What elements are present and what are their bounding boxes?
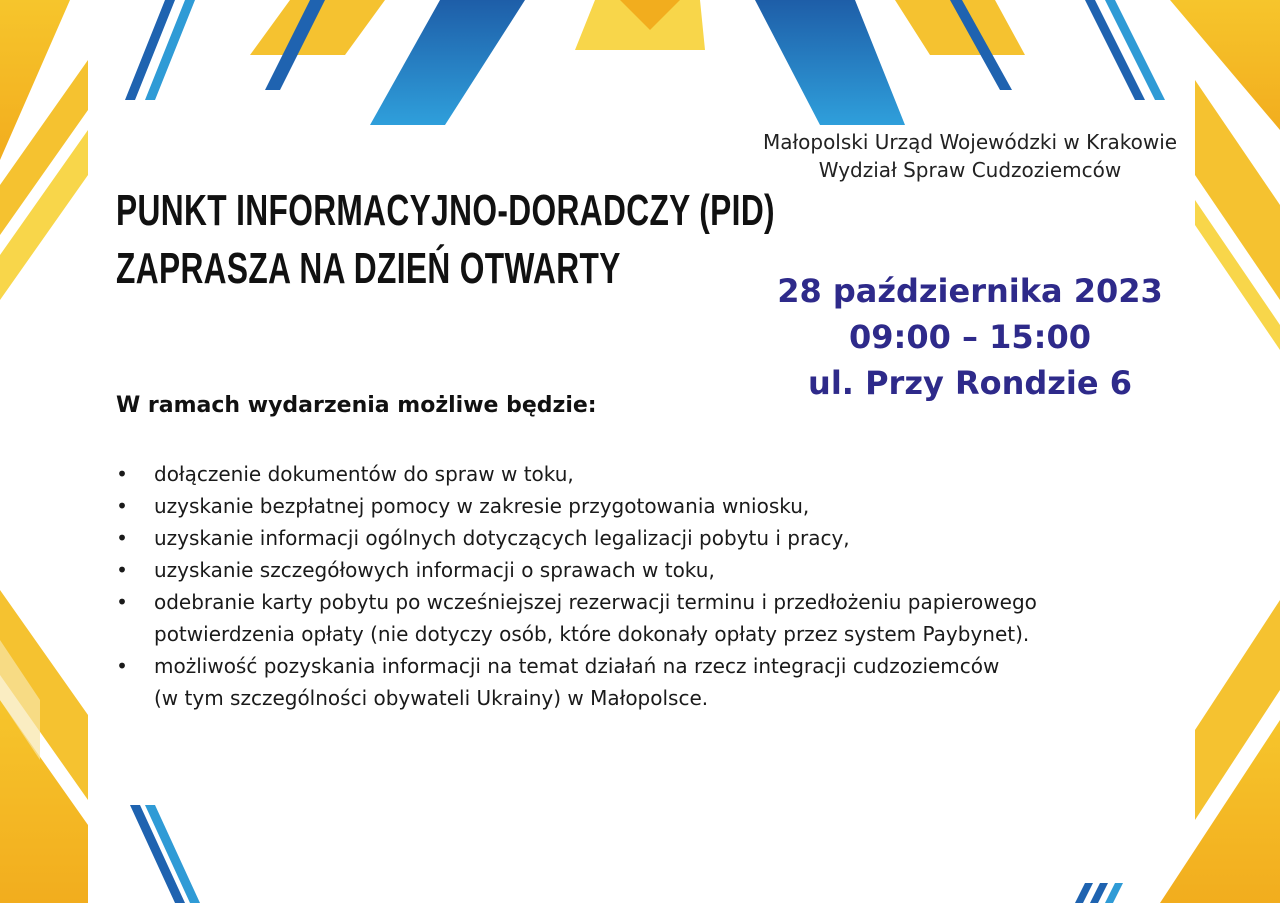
list-item-text: uzyskanie bezpłatnej pomocy w zakresie przygotowania wniosku,	[154, 494, 810, 518]
bullet-icon: •	[116, 590, 128, 614]
list-item	[116, 522, 1176, 554]
bottom-blue-line	[1090, 883, 1108, 903]
event-time: 09:00 – 15:00	[849, 318, 1091, 356]
list-item-text: możliwość pozyskania informacji na temat działań na rzecz integracji cudzoziemców	[154, 654, 1000, 678]
list-item	[116, 490, 1176, 522]
list-item-text: odebranie karty pobytu po wcześniejszej rezerwacji terminu i przedłożeniu papierowego	[154, 590, 1037, 614]
event-date: 28 października 2023	[777, 272, 1163, 310]
top-blue-shape	[370, 0, 525, 125]
intro-heading: W ramach wydarzenia możliwe będzie:	[116, 393, 597, 418]
organization-name: Małopolski Urząd Wojewódzki w Krakowie	[762, 130, 1178, 154]
list-item	[116, 650, 1176, 714]
department-name: Wydział Spraw Cudzoziemców	[818, 158, 1122, 182]
bullet-icon: •	[116, 558, 128, 582]
title-line-1: PUNKT INFORMACYJNO-DORADCZY (PID)	[116, 186, 775, 235]
right-top-stripe	[1170, 0, 1280, 130]
list-item-text: uzyskanie informacji ogólnych dotyczących legalizacji pobytu i pracy,	[154, 526, 850, 550]
list-item-text-continued: (w tym szczególności obywateli Ukrainy) w Małopolsce.	[154, 686, 709, 710]
list-item	[116, 586, 1176, 650]
event-details	[770, 268, 1170, 406]
list-item-text: uzyskanie szczegółowych informacji o sprawach w toku,	[154, 558, 715, 582]
bullet-icon: •	[116, 462, 128, 486]
activities-list	[116, 458, 1176, 714]
organization-header	[740, 128, 1200, 184]
bullet-icon: •	[116, 526, 128, 550]
event-address: ul. Przy Rondzie 6	[808, 364, 1132, 402]
bullet-icon: •	[116, 654, 128, 678]
title-line-2: ZAPRASZA NA DZIEŃ OTWARTY	[116, 244, 621, 293]
bullet-icon: •	[116, 494, 128, 518]
list-item-text: dołączenie dokumentów do spraw w toku,	[154, 462, 574, 486]
bottom-blue-line	[1105, 883, 1123, 903]
list-item	[116, 554, 1176, 586]
bottom-blue-line	[1075, 883, 1093, 903]
top-blue-shape	[755, 0, 905, 125]
list-item-text-continued: potwierdzenia opłaty (nie dotyczy osób, które dokonały opłaty przez system Paybynet).	[154, 622, 1030, 646]
list-item	[116, 458, 1176, 490]
page-title	[116, 182, 775, 298]
